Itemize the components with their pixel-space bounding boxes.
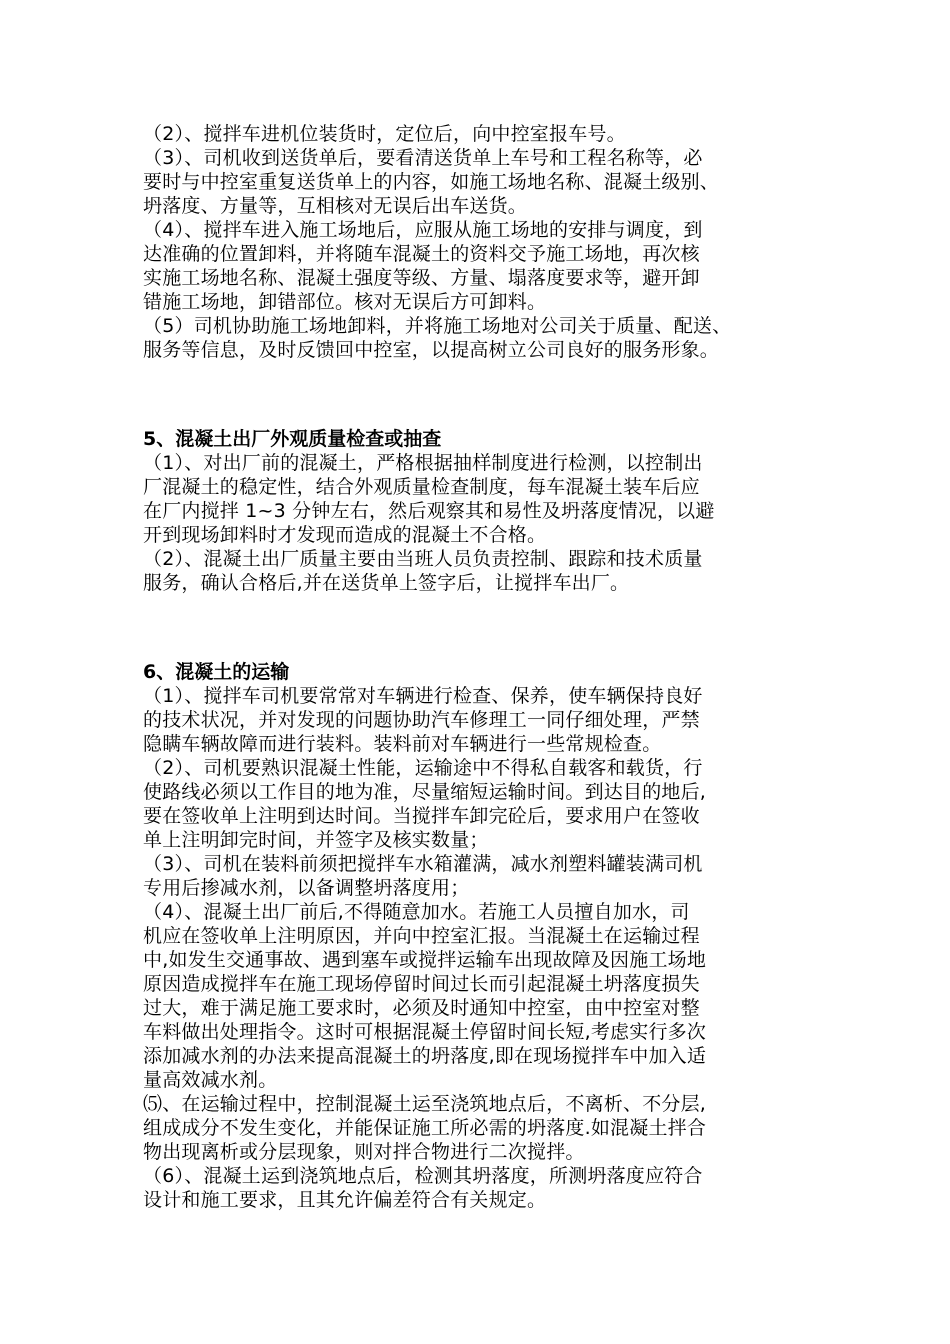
section-heading: 5、混凝土出厂外观质量检查或抽查 xyxy=(143,428,442,450)
section-heading: 6、混凝土的运输 xyxy=(143,661,290,683)
section-spacer xyxy=(143,595,811,660)
paragraph-line: 开到现场卸料时才发现而造成的混凝土不合格。 xyxy=(143,524,547,546)
paragraph-line: 物出现离析或分层现象，则对拌合物进行二次搅拌。 xyxy=(143,1141,585,1163)
paragraph-line: （1）、对出厂前的混凝土，严格根据抽样制度进行检测，以控制出 xyxy=(143,452,703,474)
paragraph-line: 量高效减水剂。 xyxy=(143,1069,278,1091)
paragraph-line: ⑸、在运输过程中，控制混凝土运至浇筑地点后，不离析、不分层, xyxy=(143,1093,707,1115)
paragraph-line: （3）、司机在装料前须把搅拌车水箱灌满，减水剂塑料罐装满司机 xyxy=(143,853,703,875)
paragraph-line: 要时与中控室重复送货单上的内容，如施工场地名称、混凝土级别、 xyxy=(143,171,720,193)
paragraph-line: 达准确的位置卸料，并将随车混凝土的资料交予施工场地，再次核 xyxy=(143,243,700,265)
section-quality-inspection xyxy=(143,427,811,595)
paragraph-line: 添加减水剂的办法来提高混凝土的坍落度,即在现场搅拌车中加入适 xyxy=(143,1045,707,1067)
paragraph-line: 服务，确认合格后,并在送货单上签字后，让搅拌车出厂。 xyxy=(143,572,630,594)
paragraph-line: （3）、司机收到送货单后，要看清送货单上车号和工程名称等，必 xyxy=(143,147,703,169)
paragraph-line: 使路线必须以工作目的地为准，尽量缩短运输时间。到达目的地后, xyxy=(143,781,707,803)
paragraph-line: （4）、搅拌车进入施工场地后，应服从施工场地的安排与调度，到 xyxy=(143,219,703,241)
paragraph-line: （4）、混凝土出厂前后,不得随意加水。若施工人员擅自加水，司 xyxy=(143,901,690,923)
document-body xyxy=(143,122,811,1212)
paragraph-line: （2）、司机要熟识混凝土性能，运输途中不得私自载客和载货，行 xyxy=(143,757,703,779)
paragraph-line: 设计和施工要求，且其允许偏差符合有关规定。 xyxy=(143,1189,547,1211)
paragraph-line: 实施工场地名称、混凝土强度等级、方量、塌落度要求等，避开卸 xyxy=(143,267,700,289)
paragraph-line: 厂混凝土的稳定性，结合外观质量检查制度，每车混凝土装车后应 xyxy=(143,476,700,498)
paragraph-line: 过大，难于满足施工要求时，必须及时通知中控室，由中控室对整 xyxy=(143,997,700,1019)
paragraph-line: 错施工场地，卸错部位。核对无误后方可卸料。 xyxy=(143,291,547,313)
paragraph-line: （2）、混凝土出厂质量主要由当班人员负责控制、跟踪和技术质量 xyxy=(143,548,703,570)
section-spacer xyxy=(143,362,811,427)
section-loading-procedures xyxy=(143,122,811,362)
paragraph-line: 原因造成搅拌车在施工现场停留时间过长而引起混凝土坍落度损失 xyxy=(143,973,700,995)
paragraph-line: 机应在签收单上注明原因，并向中控室汇报。当混凝土在运输过程 xyxy=(143,925,700,947)
paragraph-line: 隐瞒车辆故障而进行装料。装料前对车辆进行一些常规检查。 xyxy=(143,733,662,755)
paragraph-line: 中,如发生交通事故、遇到塞车或搅拌运输车出现故障及因施工场地 xyxy=(143,949,707,971)
paragraph-line: 组成成分不发生变化，并能保证施工所必需的坍落度.如混凝土拌合 xyxy=(143,1117,707,1139)
paragraph-line: 专用后掺减水剂，以备调整坍落度用； xyxy=(143,877,470,899)
paragraph-line: 在厂内搅拌 1~3 分钟左右，然后观察其和易性及坍落度情况，以避 xyxy=(143,500,715,522)
paragraph-line: （5）司机协助施工场地卸料，并将施工场地对公司关于质量、配送、 xyxy=(143,315,732,337)
paragraph-line: 单上注明卸完时间，并签字及核实数量； xyxy=(143,829,489,851)
section-transport xyxy=(143,660,811,1212)
paragraph-line: 的技术状况，并对发现的问题协助汽车修理工一同仔细处理，严禁 xyxy=(143,709,700,731)
paragraph-line: 车料做出处理指令。这时可根据混凝土停留时间长短,考虑实行多次 xyxy=(143,1021,707,1043)
paragraph-line: 服务等信息，及时反馈回中控室，以提高树立公司良好的服务形象。 xyxy=(143,339,720,361)
paragraph-line: （2）、搅拌车进机位装货时，定位后，向中控室报车号。 xyxy=(143,123,626,145)
paragraph-line: （1）、搅拌车司机要常常对车辆进行检查、保养，使车辆保持良好 xyxy=(143,685,703,707)
paragraph-line: （6）、混凝土运到浇筑地点后，检测其坍落度，所测坍落度应符合 xyxy=(143,1165,703,1187)
paragraph-line: 坍落度、方量等，互相核对无误后出车送货。 xyxy=(143,195,528,217)
paragraph-line: 要在签收单上注明到达时间。当搅拌车卸完砼后，要求用户在签收 xyxy=(143,805,700,827)
